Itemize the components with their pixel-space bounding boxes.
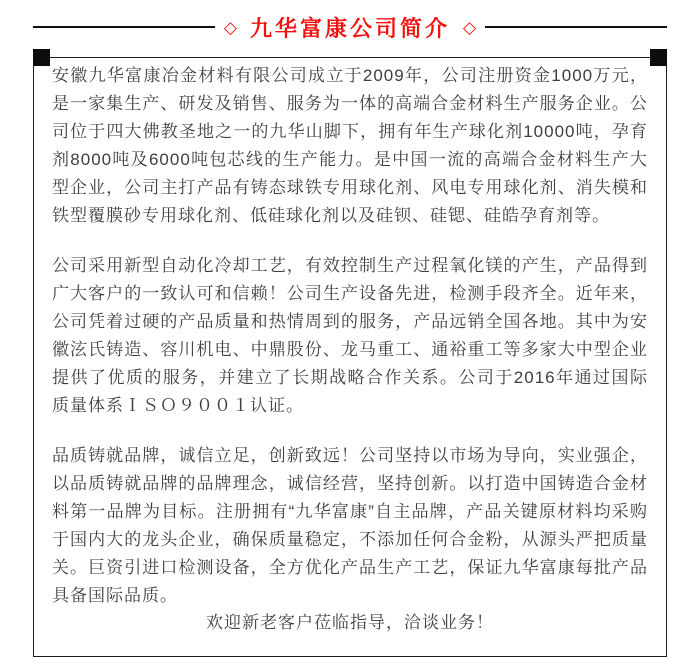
diamond-icon-left: ◇ bbox=[223, 17, 237, 37]
intro-paragraph-2: 公司采用新型自动化冷却工艺，有效控制生产过程氧化镁的产生，产品得到广大客户的一致认可和信赖！公司生产设备先进，检测手段齐全。近年来，公司凭着过硬的产品质量和热情周到的服务，产品远销全国各地。其中为安徽泫氏铸造、容川机电、中鼎股份、龙马重工、通裕重工等多家大中型企业提供了优质的服务，并建立了长期战略合作关系。公司于2016年通过国际质量体系ＩＳＯ９００１认证。 bbox=[52, 256, 648, 415]
diamond-icon-right: ◇ bbox=[463, 17, 477, 37]
corner-square-right-icon bbox=[650, 49, 667, 66]
corner-square-left-icon bbox=[33, 49, 50, 66]
intro-paragraph-1: 安徽九华富康冶金材料有限公司成立于2009年，公司注册资金1000万元，是一家集生产、研发及销售、服务为一体的高端合金材料生产服务企业。公司位于四大佛教圣地之一的九华山脚下，拥有年生产球化剂10000吨，孕育剂8000吨及6000吨包芯线的生产能力。是中国一流的高端合金材料生产大型企业，公司主打产品有铸态球铁专用球化剂、风电专用球化剂、消失模和铁型覆膜砂专用球化剂、低硅球化剂以及硅钡、硅锶、硅皓孕育剂等。 bbox=[52, 66, 648, 225]
closing-line: 欢迎新老客户莅临指导，洽谈业务！ bbox=[206, 613, 494, 632]
page-title: 九华富康公司简介 bbox=[250, 15, 451, 41]
intro-paragraph-3: 品质铸就品牌，诚信立足，创新致远！公司坚持以市场为导向，实业强企，以品质铸就品牌的品牌理念，诚信经营，坚持创新。以打造中国铸造合金材料第一品牌为目标。注册拥有“九华富康”自主品牌，产品关键原材料均采购于国内大的龙头企业，确保质量稳定，不添加任何合金粉，从源头严把质量关。巨资引进口检测设备，全方优化产品生产工艺，保证九华富康每批产品具备国际品质。 bbox=[52, 446, 648, 605]
title-rule-right bbox=[485, 26, 667, 28]
company-intro-box bbox=[33, 57, 667, 657]
title-bar bbox=[0, 12, 700, 42]
title-rule-left bbox=[33, 26, 215, 28]
